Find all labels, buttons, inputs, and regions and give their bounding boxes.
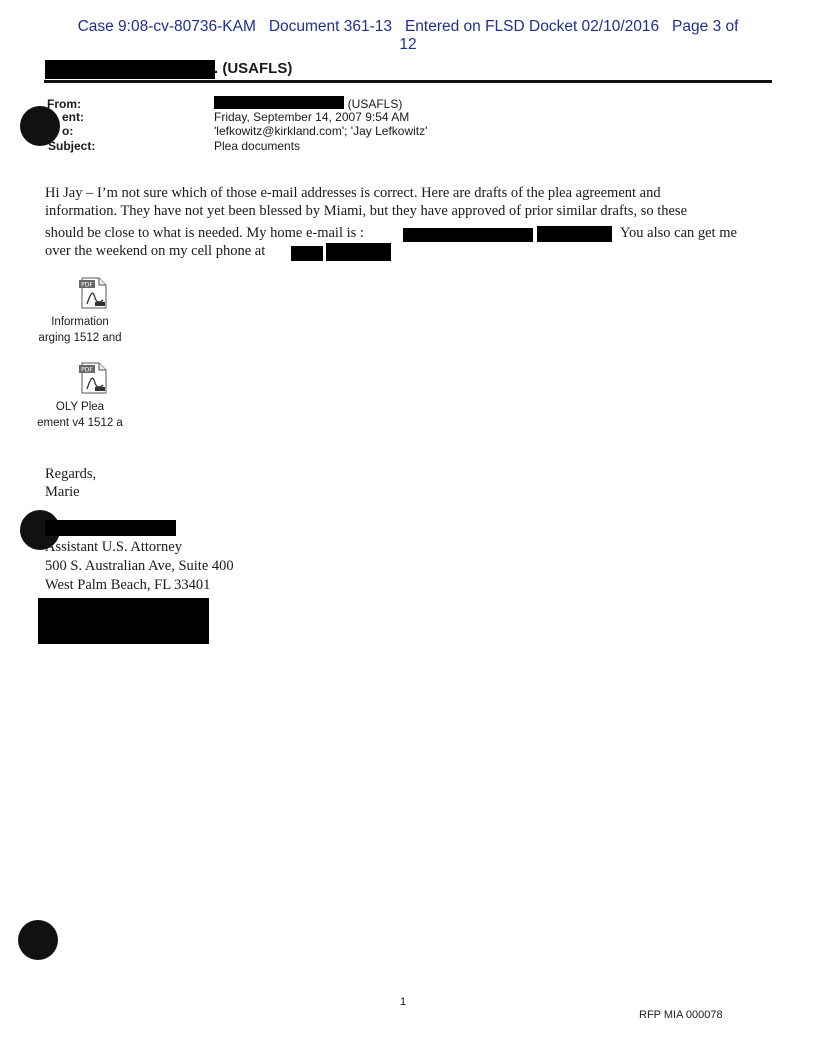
header-rule: [44, 80, 772, 83]
redaction-cell-1: [291, 246, 323, 261]
subject-label: Subject:: [48, 139, 96, 153]
redaction-sender-name: [45, 60, 215, 79]
signature-title: Assistant U.S. Attorney: [45, 539, 182, 555]
body-line-3b: You also can get me: [620, 225, 737, 241]
from-value: . (USAFLS): [341, 97, 403, 111]
attachment-information[interactable]: [30, 276, 150, 346]
body-line-4: over the weekend on my cell phone at: [45, 243, 266, 259]
svg-text:PDF: PDF: [81, 281, 93, 289]
sent-value: Friday, September 14, 2007 9:54 AM: [214, 110, 410, 124]
to-label: o:: [62, 124, 74, 138]
redaction-home-email: [403, 228, 533, 242]
docket-header-line1: Case 9:08-cv-80736-KAM Document 361-13 Entered on FLSD Docket 02/10/2016 Page 3 of: [77, 18, 739, 35]
signature-address-1: 500 S. Australian Ave, Suite 400: [45, 558, 234, 574]
body-line-1: Hi Jay – I’m not sure which of those e-mail addresses is correct. Here are drafts of the plea agreement and: [45, 185, 661, 201]
from-label: From:: [47, 97, 81, 111]
redaction-signature-name: [45, 520, 176, 536]
docket-header-line2: 12: [399, 36, 417, 53]
redaction-cell-2: [326, 243, 391, 261]
attachment-plea-line1: OLY Plea: [55, 401, 105, 413]
body-line-3a: should be close to what is needed. My home e-mail is :: [45, 225, 364, 241]
svg-text:PDF: PDF: [81, 366, 93, 374]
punch-hole-bottom: [18, 920, 58, 960]
body-line-2: information. They have not yet been blessed by Miami, but they have approved of prior similar drafts, so these: [45, 203, 688, 219]
bates-number: RFP MIA 000078: [639, 1009, 723, 1021]
sent-label: ent:: [62, 110, 84, 124]
redaction-from-name: [214, 96, 344, 109]
signature-address-2: West Palm Beach, FL 33401: [45, 577, 211, 593]
subject-value: Plea documents: [214, 139, 301, 153]
docket-header: [58, 18, 758, 54]
attachment-plea-line2: ement v4 1512 a: [37, 417, 123, 429]
attachment-information-line2: arging 1512 and: [38, 332, 122, 344]
attachment-plea-label: [30, 399, 130, 431]
attachment-information-label: [30, 314, 130, 346]
attachment-information-line1: Information: [51, 316, 109, 328]
to-value: 'lefkowitz@kirkland.com'; 'Jay Lefkowitz': [214, 124, 428, 138]
attachment-plea-agreement[interactable]: [30, 361, 150, 431]
redaction-home-email-2: [537, 226, 612, 242]
sender-title: . (USAFLS): [214, 60, 293, 77]
redaction-signature-contact: [38, 598, 209, 644]
closing-name: Marie: [45, 484, 80, 500]
page-number: 1: [400, 996, 407, 1008]
closing-regards: Regards,: [45, 466, 97, 482]
pdf-icon: [77, 276, 111, 310]
pdf-icon: [77, 361, 111, 395]
